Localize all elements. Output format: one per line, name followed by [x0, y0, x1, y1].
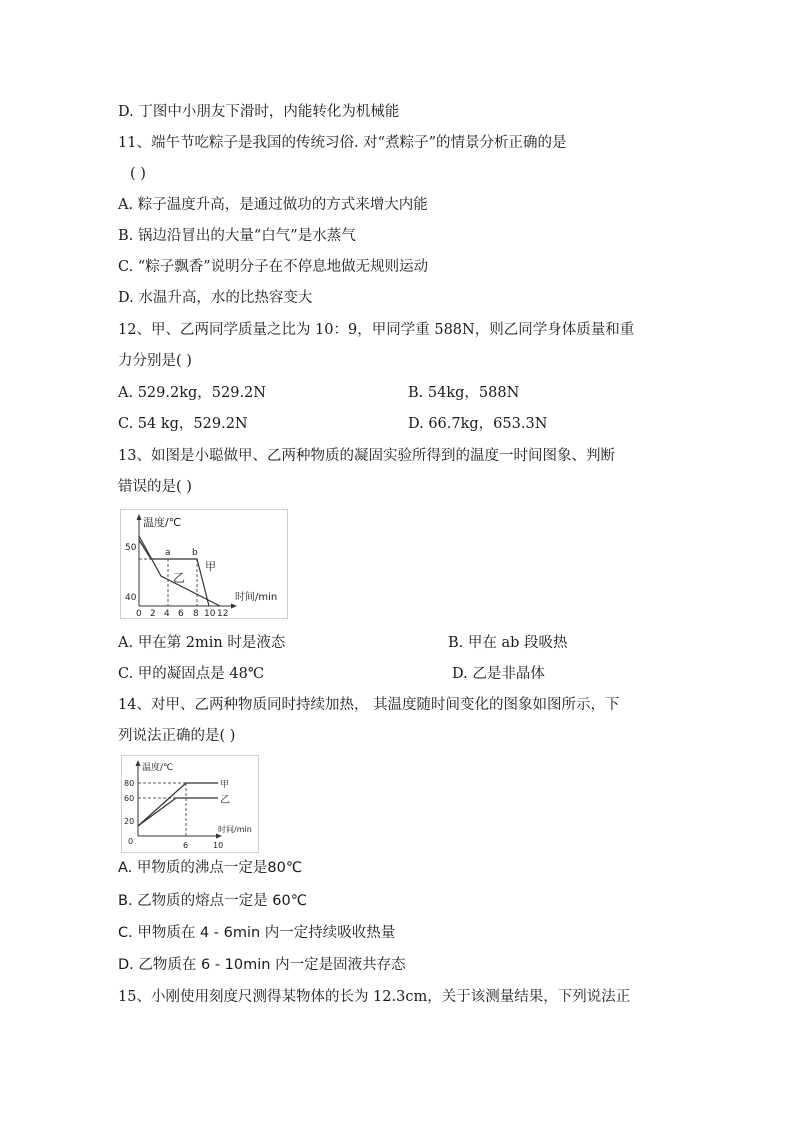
q14-x-arrow [216, 834, 222, 839]
q15-stem-line1: 15、小刚使用刻度尺测得某物体的长为 12.3cm，关于该测量结果，下列说法正 [118, 989, 631, 1005]
q11-option-c: C. “粽子飘香”说明分子在不停息地做无规则运动 [118, 259, 429, 275]
q10-option-d: D. 丁图中小朋友下滑时，内能转化为机械能 [118, 104, 400, 120]
q14-xtick-10: 10 [213, 841, 224, 850]
q13-stem-line2: 错误的是( ) [118, 479, 192, 495]
q13-xtick-0: 0 [136, 609, 142, 618]
q14-option-b: B. 乙物质的熔点一定是 60℃ [118, 893, 308, 909]
q14-label-yi: 乙 [220, 795, 230, 806]
q14-ytick-20: 20 [124, 817, 135, 826]
q14-figure [121, 755, 259, 853]
q14-ylabel: 温度/℃ [142, 763, 174, 773]
q14-stem-line2: 列说法正确的是( ) [118, 728, 236, 744]
q13-point-b: b [192, 548, 198, 558]
q11-option-a: A. 粽子温度升高，是通过做功的方式来增大内能 [118, 197, 428, 213]
q13-xtick-2: 2 [150, 609, 156, 618]
q13-ytick-40: 40 [125, 593, 137, 603]
q12-option-a: A. 529.2kg，529.2N [118, 385, 266, 401]
q12-stem-line2: 力分别是( ) [118, 353, 192, 369]
q13-xtick-4: 4 [164, 609, 170, 618]
q11-option-b: B. 锅边沿冒出的大量“白气”是水蒸气 [118, 228, 356, 244]
q14-stem-line1: 14、对甲、乙两种物质同时持续加热， 其温度随时间变化的图象如图所示，下 [118, 697, 620, 713]
q13-option-a: A. 甲在第 2min 时是液态 [118, 635, 286, 651]
q14-option-a: A. 甲物质的沸点一定是80℃ [118, 860, 303, 876]
q11-answer-bracket: ( ) [130, 166, 146, 182]
q12-option-d: D. 66.7kg，653.3N [408, 416, 548, 432]
q14-series-jia-line [138, 783, 218, 826]
q14-graph [122, 756, 258, 852]
q12-option-b: B. 54kg，588N [408, 385, 520, 401]
q13-x-arrow [231, 604, 237, 609]
q13-point-a: a [165, 548, 171, 558]
q13-option-b: B. 甲在 ab 段吸热 [448, 635, 568, 651]
q12-option-c: C. 54 kg，529.2N [118, 416, 248, 432]
q13-y-arrow [137, 514, 142, 520]
q14-label-jia: 甲 [220, 780, 230, 790]
q13-ytick-50: 50 [125, 543, 137, 553]
q13-xtick-8: 8 [193, 609, 199, 618]
q14-ytick-60: 60 [124, 794, 135, 803]
q12-stem-line1: 12、甲、乙两同学质量之比为 10：9，甲同学重 588N，则乙同学身体质量和重 [118, 322, 635, 338]
q11-stem: 11、端午节吃粽子是我国的传统习俗. 对“煮粽子”的情景分析正确的是 [118, 135, 567, 151]
q14-option-d: D. 乙物质在 6 - 10min 内一定是固液共存态 [118, 957, 406, 973]
q13-label-jia: 甲 [205, 560, 216, 573]
q13-option-c: C. 甲的凝固点是 48℃ [118, 666, 265, 682]
q13-graph [121, 510, 287, 618]
q14-series-yi-line [138, 798, 218, 826]
q14-xtick-6: 6 [183, 841, 189, 850]
q13-figure [120, 509, 288, 619]
q13-ylabel: 温度/℃ [143, 516, 182, 529]
q13-label-yi: 乙 [173, 571, 186, 585]
q11-option-d: D. 水温升高，水的比热容变大 [118, 290, 313, 306]
q13-xlabel: 时间/min [235, 592, 278, 603]
q13-xtick-12: 12 [217, 609, 229, 618]
q14-ytick-80: 80 [124, 779, 135, 788]
q14-option-c: C. 甲物质在 4 - 6min 内一定持续吸收热量 [118, 925, 396, 941]
q13-xtick-10: 10 [204, 609, 216, 618]
q14-ytick-0: 0 [128, 837, 134, 846]
q13-stem-line1: 13、如图是小聪做甲、乙两种物质的凝固实验所得到的温度一时间图象、判断 [118, 448, 615, 464]
q13-option-d: D. 乙是非晶体 [452, 666, 545, 682]
q14-xlabel: 时间/min [218, 825, 252, 834]
q13-xtick-6: 6 [178, 609, 184, 618]
q14-y-arrow [136, 760, 141, 766]
